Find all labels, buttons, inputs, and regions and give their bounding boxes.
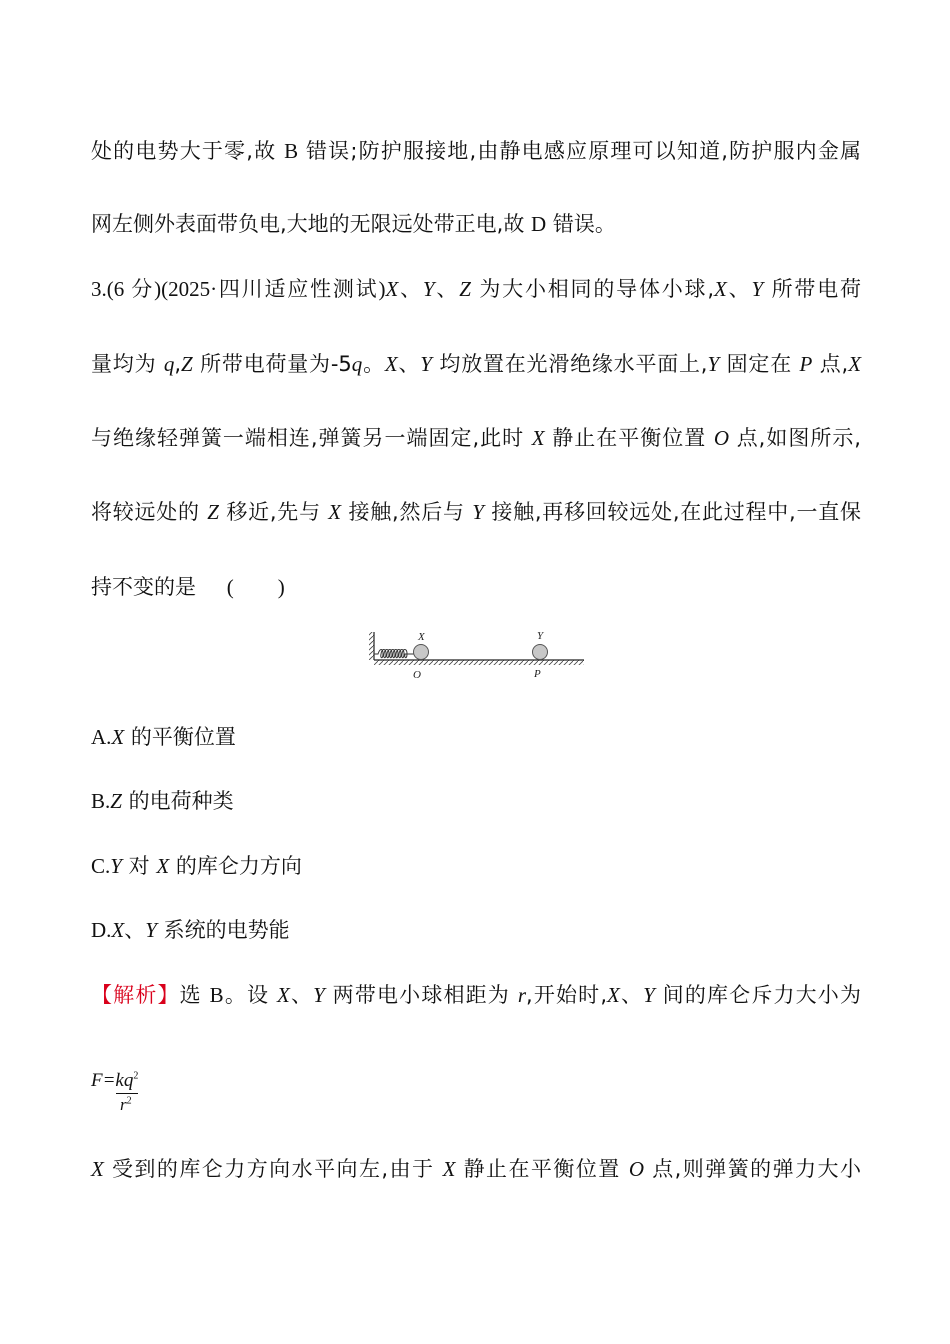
option-b [91, 786, 861, 816]
text-run: Y [707, 352, 720, 376]
text-run: X [328, 500, 342, 524]
text-run: O [713, 426, 730, 450]
label-p: P [534, 668, 541, 680]
question-line-4 [91, 497, 861, 527]
text-run: 点,如图所示, [729, 426, 861, 450]
text-run: 。 [362, 352, 385, 376]
question-line-3 [91, 423, 861, 453]
text-run: 与绝缘轻弹簧一端相连,弹簧另一端固定,此时 [91, 426, 532, 450]
text-run: B. [91, 789, 111, 813]
text-run: Y [313, 983, 325, 1007]
text-run: 均放置在光滑绝缘水平面上, [431, 352, 708, 376]
text-run: 、 [434, 277, 460, 301]
text-run: 量均为 [91, 352, 164, 376]
text-run: q [163, 352, 175, 376]
text-run: 所带电荷 [763, 277, 862, 301]
text-run: q [351, 352, 363, 376]
ground [374, 660, 584, 665]
text-run: 静止在平衡位置 [544, 426, 714, 450]
text-run: B [284, 139, 299, 163]
text-run: X [277, 983, 290, 1007]
text-run: 间的库仑斥力大小为 [654, 983, 861, 1007]
text-run: Y [643, 983, 655, 1007]
text-run: Y [472, 500, 484, 524]
formula-numerator: $F=kq^2$ [91, 1070, 139, 1091]
text-run: B [209, 983, 224, 1007]
text-run: X [714, 277, 727, 301]
option-a [91, 722, 861, 752]
text-run: C. [91, 854, 111, 878]
text-run: 接触,再移回较远处,在此过程中,一直保 [483, 500, 862, 524]
question-stem-end: 持不变的是 [91, 575, 196, 599]
answer-paren-open: ( [226, 575, 234, 599]
text-run: 点,则弹簧的弹力大小 [644, 1157, 861, 1181]
text-run: 的库仑力方向 [169, 854, 302, 878]
text-run: X [384, 352, 398, 376]
text-run: X [385, 277, 399, 301]
text-run: Y [751, 277, 764, 301]
ball-y [533, 645, 548, 660]
text-run: X [156, 854, 170, 878]
text-run: A. [91, 725, 112, 749]
text-run: 的平衡位置 [124, 725, 236, 749]
coulomb-formula [91, 1064, 171, 1116]
prev-line-2 [91, 209, 861, 239]
text-run: 系统的电势能 [156, 918, 290, 942]
answer-paren-close: ) [277, 575, 285, 599]
formula-denominator: $r^2$ [120, 1095, 132, 1114]
question-line-1 [91, 274, 861, 304]
text-run: Z [181, 352, 193, 376]
text-run: 、 [289, 983, 314, 1007]
text-run: D. [91, 918, 112, 942]
text-run: ,开始时, [526, 983, 607, 1007]
text-run: 移近,先与 [218, 500, 329, 524]
label-o: O [413, 669, 421, 681]
option-c [91, 851, 861, 881]
text-run: Z [207, 500, 219, 524]
spring [374, 650, 414, 658]
text-run: 、 [619, 983, 644, 1007]
analysis-line-1-body [180, 983, 861, 1007]
text-run: X [607, 983, 620, 1007]
text-run: 所带电荷量为-5 [192, 352, 352, 376]
text-run: 固定在 [719, 352, 800, 376]
label-x: X [418, 631, 425, 643]
text-run: 处的电势大于零,故 [91, 139, 285, 163]
text-run: P [799, 352, 813, 376]
text-run: Z [110, 789, 122, 813]
text-run: 、 [398, 277, 423, 301]
text-run: 接触,然后与 [341, 500, 473, 524]
text-run: Y [420, 352, 432, 376]
text-run: 静止在平衡位置 [455, 1157, 629, 1181]
text-run: 点, [812, 352, 849, 376]
text-run: , [174, 352, 181, 376]
text-run: X [442, 1157, 456, 1181]
text-run: 两带电小球相距为 [324, 983, 518, 1007]
text-run: 将较远处的 [91, 500, 208, 524]
label-y: Y [537, 630, 544, 642]
text-run: 网左侧外表面带负电,大地的无限远处带正电,故 [91, 212, 532, 236]
option-d [91, 915, 861, 945]
wall [369, 632, 374, 660]
text-run: 为大小相同的导体小球, [470, 277, 715, 301]
text-run: X [91, 1157, 104, 1181]
text-run: 、 [726, 277, 752, 301]
text-run: 对 [121, 854, 157, 878]
text-run: 的电荷种类 [121, 789, 234, 813]
analysis-tag: 【解析】 [91, 983, 180, 1007]
question-line-5 [91, 572, 861, 602]
analysis-line-1 [91, 980, 861, 1010]
text-run: 。设 [223, 983, 277, 1007]
analysis-line-2 [91, 1154, 861, 1184]
text-run: X [848, 352, 862, 376]
text-run: Y [422, 277, 435, 301]
prev-line-1 [91, 136, 861, 166]
text-run: O [628, 1157, 645, 1181]
text-run: 选 [179, 983, 210, 1007]
text-run: Y [110, 854, 122, 878]
text-run: D [531, 212, 547, 236]
text-run: 、 [397, 352, 421, 376]
text-run: X [111, 725, 125, 749]
text-run: Z [459, 277, 471, 301]
text-run: 错误。 [546, 212, 616, 236]
text-run: r [517, 983, 526, 1007]
text-run: 、 [124, 918, 146, 942]
question-line-2 [91, 349, 861, 379]
ball-x [414, 645, 429, 660]
text-run: 错误;防护服接地,由静电感应原理可以知道,防护服内金属 [298, 139, 861, 163]
spring-ball-diagram [368, 626, 588, 686]
fraction-bar [116, 1093, 138, 1094]
text-run: X [111, 918, 125, 942]
text-run: 3.(6 分)(2025·四川适应性测试) [91, 277, 386, 301]
text-run: X [531, 426, 545, 450]
text-run: 受到的库仑力方向水平向左,由于 [103, 1157, 443, 1181]
text-run: Y [145, 918, 157, 942]
